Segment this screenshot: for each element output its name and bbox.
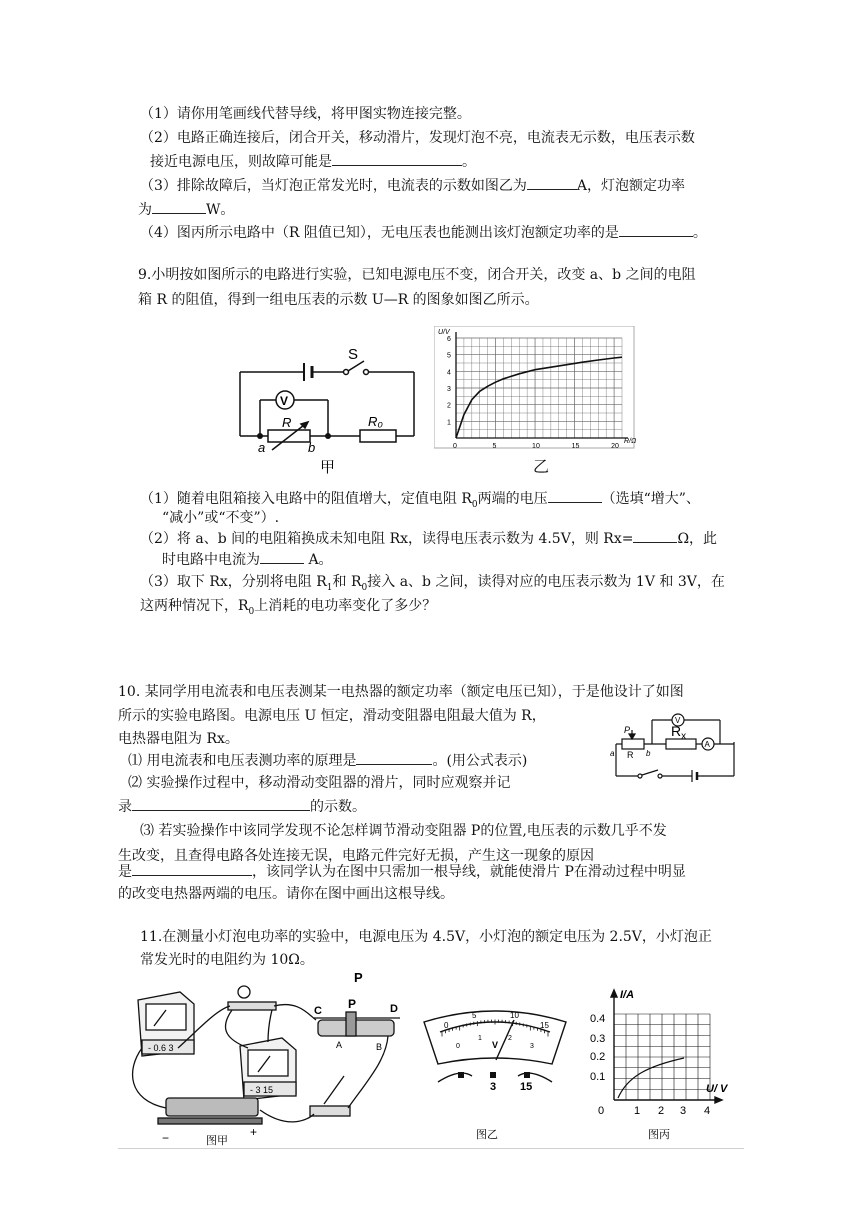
y-tick-label: 1 xyxy=(447,419,451,427)
dial-meter-label: V xyxy=(492,1040,499,1050)
q10-p-label: P xyxy=(624,725,631,735)
rheostat-c-label: C xyxy=(314,1005,322,1017)
q10-stem-1: 10. 某同学用电流表和电压表测某一电热器的额定功率（额定电压已知），于是他设计了如图 xyxy=(118,684,684,700)
q11-stem-2: 常发光时的电阻约为 10Ω。 xyxy=(140,952,314,968)
rheostat-b-label: B xyxy=(376,1042,383,1052)
q10-part3-line2: 生改变，且查得电路各处连接无误，电路元件完好无损，产生这一现象的原因 xyxy=(118,848,594,864)
answer-blank[interactable] xyxy=(356,750,432,765)
iu-y-tick: 0.2 xyxy=(590,1051,606,1063)
iu-y-label: I/A xyxy=(620,989,635,1001)
iu-x-tick: 2 xyxy=(658,1105,665,1117)
rheostat-p-label: P xyxy=(348,997,357,1011)
answer-blank[interactable] xyxy=(633,528,677,543)
q8-line-3: 接近电源电压，则故障可能是 。 xyxy=(150,151,476,172)
q8-line-5: 为 W。 xyxy=(138,199,234,220)
q9-part1-line2: “减小”或“不变”）. xyxy=(162,510,280,526)
x-tick-label: 5 xyxy=(492,443,497,450)
q9-part3-line1: （3）取下 Rx，分别将电阻 $R_1$和 $R_0$接入 a、b 之间，读得对应的电压表示数为 1V 和 3V，在 xyxy=(140,574,725,593)
iu-y-tick: 0.3 xyxy=(590,1033,606,1045)
ammeter-scale-label: - 0.6 3 xyxy=(148,1043,174,1053)
battery-minus-label: − xyxy=(162,1131,170,1145)
chart-grid xyxy=(434,326,634,448)
dial-bottom-0: 0 xyxy=(456,1043,460,1050)
y-tick-label: 2 xyxy=(447,402,451,410)
q10-a-label: a xyxy=(610,749,615,758)
q10-b-label: b xyxy=(646,749,651,758)
dial-top-15: 15 xyxy=(540,1021,549,1030)
answer-blank[interactable] xyxy=(132,861,252,876)
dial-bottom-3: 3 xyxy=(530,1043,534,1050)
q8-line-6: （4）图丙所示电路中（R 阻值已知），无电压表也能测出该灯泡额定功率的是 。 xyxy=(140,222,707,243)
q10-rx-label: $R_x$ xyxy=(671,723,687,742)
voltmeter-label: V xyxy=(280,394,289,408)
y-tick-label: 6 xyxy=(447,336,451,343)
q9-stem-2: 箱 R 的阻值，得到一组电压表的示数 U—R 的图象如图乙所示。 xyxy=(138,292,539,308)
answer-blank[interactable] xyxy=(332,151,462,166)
q11-stem-1: 11.在测量小灯泡电功率的实验中，电源电压为 4.5V，小灯泡的额定电压为 2.5V，小灯泡正 xyxy=(140,929,712,945)
dial-top-5: 5 xyxy=(472,1011,477,1020)
terminal-b-label: b xyxy=(308,440,316,455)
q8-line-1: （1）请你用笔画线代替导线，将甲图实物连接完整。 xyxy=(140,106,471,122)
figure-caption: 图丙 xyxy=(648,1129,670,1141)
q11-apparatus-figure xyxy=(118,970,418,1150)
q9-ur-chart xyxy=(434,326,642,478)
iu-y-tick: 0.4 xyxy=(590,1013,606,1025)
y-tick-label: 4 xyxy=(447,369,451,377)
q10-ammeter-label: A xyxy=(704,740,710,749)
q10-part3-line3: 是 ，该同学认为在图中只需加一根导线，就能使滑片 P在滑动过程中明显 xyxy=(118,861,686,882)
q10-part2: ⑵ 实验操作过程中，移动滑动变阻器的滑片，同时应观察并记 xyxy=(128,775,511,791)
rheostat-p-top-label: P xyxy=(354,970,363,985)
x-axis-label: R/Ω xyxy=(624,438,637,445)
q10-part3-line4: 的改变电热器两端的电压。请你在图中画出这根导线。 xyxy=(118,886,454,902)
rheostat-d-label: D xyxy=(390,1003,398,1015)
q9-part1-line1: （1）随着电阻箱接入电路中的阻值增大，定值电阻 $R_0$两端的电压 （选填“增大”、 xyxy=(140,488,700,515)
voltmeter-scale-label: - 3 15 xyxy=(250,1085,274,1095)
answer-blank[interactable] xyxy=(527,175,577,190)
x-tick-label: 15 xyxy=(571,443,580,450)
dial-bottom-2: 2 xyxy=(508,1035,512,1042)
resistor-box-label: R xyxy=(282,415,292,430)
iu-x-tick: 4 xyxy=(704,1105,711,1117)
q10-part3-line1: ⑶ 若实验操作中该同学发现不论怎样调节滑动变阻器 P的位置,电压表的示数几乎不发 xyxy=(140,823,667,839)
q9-part3-line2: 这两种情况下，$R_0$上消耗的电功率变化了多少？ xyxy=(140,598,437,617)
q9-part2-line1: （2）将 a、b 间的电阻箱换成未知电阻 Rx，读得电压表示数为 4.5V，则 Rx= Ω，此 xyxy=(140,528,717,549)
answer-blank[interactable] xyxy=(260,549,304,564)
figure-caption: 甲 xyxy=(320,459,336,476)
x-tick-label: 20 xyxy=(611,443,619,450)
q9-yi-caption: 乙 xyxy=(533,457,550,476)
q10-circuit-figure xyxy=(608,712,740,788)
answer-blank[interactable] xyxy=(132,796,310,811)
figure-caption: 图甲 xyxy=(206,1135,228,1147)
figure-bottom-rule xyxy=(118,1148,744,1149)
terminal-a-label: a xyxy=(258,440,266,455)
q9-stem-1: 9.小明按如图所示的电路进行实验，已知电源电压不变，闭合开关，改变 a、b 之间的电阻 xyxy=(138,267,696,283)
iu-y-tick: 0.1 xyxy=(590,1071,606,1083)
dial-top-0: 0 xyxy=(444,1021,449,1030)
q10-stem-2: 所示的实验电路图。电源电压 U 恒定，滑动变阻器电阻最大值为 R， xyxy=(118,708,546,724)
iu-x-tick: 3 xyxy=(680,1105,687,1117)
dial-top-10: 10 xyxy=(510,1011,519,1020)
y-tick-label: 3 xyxy=(447,386,451,393)
q10-part2-line2: 录 的示数。 xyxy=(118,796,366,817)
q8-line-2: （2）电路正确连接后，闭合开关，移动滑片，发现灯泡不亮，电流表无示数，电压表示数 xyxy=(140,130,695,146)
figure-caption: 图乙 xyxy=(476,1129,498,1141)
dial-terminal-15: 15 xyxy=(520,1081,533,1093)
q10-stem-3: 电热器电阻为 Rx。 xyxy=(118,731,239,747)
y-tick-label: 5 xyxy=(447,352,451,360)
switch-label: S xyxy=(348,346,359,363)
q10-voltmeter-label: V xyxy=(675,716,681,725)
dial-bottom-1: 1 xyxy=(478,1035,482,1042)
iu-x-label: U/ V xyxy=(706,1083,728,1095)
answer-blank[interactable] xyxy=(548,488,602,503)
q11-iu-graph xyxy=(588,986,738,1146)
q10-part1: ⑴ 用电流表和电压表测功率的原理是 。(用公式表示) xyxy=(128,750,527,771)
q11-voltmeter-dial xyxy=(420,998,570,1148)
r0-label: R₀ xyxy=(368,414,383,429)
rheostat-a-label: A xyxy=(336,1040,343,1050)
y-axis-label: U/V xyxy=(438,329,450,336)
q8-line-4: （3）排除故障后，当灯泡正常发光时，电流表的示数如图乙为 A，灯泡额定功率 xyxy=(140,175,685,196)
answer-blank[interactable] xyxy=(619,222,693,237)
q9-part2-line2: 时电路中电流为 A。 xyxy=(162,549,333,570)
answer-blank[interactable] xyxy=(152,199,206,214)
dial-terminal-3: 3 xyxy=(490,1081,497,1093)
iu-x-tick: 0 xyxy=(598,1105,605,1117)
x-tick-label: 10 xyxy=(532,443,540,450)
q9-circuit-figure xyxy=(232,346,422,478)
x-tick-label: 0 xyxy=(453,443,457,450)
q10-r-label: R xyxy=(627,750,634,760)
iu-x-tick: 1 xyxy=(634,1105,641,1117)
battery-plus-label: + xyxy=(250,1125,258,1139)
